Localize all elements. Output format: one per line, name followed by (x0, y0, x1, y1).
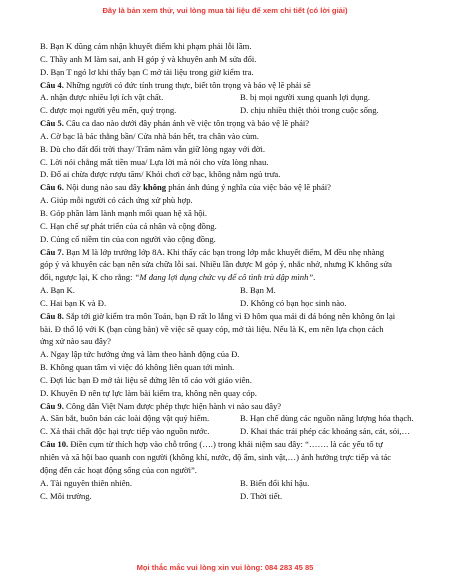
q4-options-row2 (40, 104, 414, 117)
q6-option-b: B. Góp phần làm lành mạnh mối quan hệ xã hội. (40, 207, 208, 218)
q8-option-d: D. Khuyên Đ nên tự lực làm bài kiểm tra, không nên quay cóp. (40, 387, 257, 398)
q10-options-row1 (40, 477, 414, 490)
preview-banner: Đây là bản xem thử, vui lòng mua tài liệu để xem chi tiết (có lời giải) (102, 6, 348, 15)
q7-option-d: D. Không có bạn học sinh nào. (240, 297, 347, 308)
q5-number: Câu 5. (40, 118, 64, 129)
q7-options-row1 (40, 284, 414, 297)
q8-option-a: A. Ngay lập tức hưởng ứng và làm theo hành động của Đ. (40, 349, 240, 360)
q3-option-d: D. Bạn T ngó lơ khi thấy bạn C mở tài liệu trong giờ kiểm tra. (40, 66, 254, 77)
q7-stem-line1 (40, 246, 414, 259)
q9-number: Câu 9. (40, 400, 64, 411)
q8-number: Câu 8. (40, 310, 64, 321)
q8-stem-line3: ứng xử nào sau đây? (40, 336, 111, 347)
q7-option-a: A. Bạn K. (40, 285, 75, 296)
q10-options-row2 (40, 490, 414, 503)
contact-footer: Mọi thắc mắc vui lòng xin vui lòng: 084 283 45 85 (136, 563, 314, 572)
q7-text-3b: . (313, 272, 316, 283)
q9-options-row1 (40, 412, 414, 425)
q9-option-c: C. Xả thải chất độc hại trực tiếp vào nguồn nước. (40, 426, 210, 437)
q5-option-d: D. Đố ai chừa được rượu tăm/ Khỏi chơi cờ bạc, không nằm ngủ trưa. (40, 169, 281, 180)
q7-stem-line2: góp ý và khuyên các bạn nên sửa chữa lỗi sai. Nhiều lần được M góp ý, nhắc nhở, nhưng K không sửa (40, 259, 392, 270)
q10-text-1: Điền cụm từ thích hợp vào chỗ trống (….) trong khái niệm sau đây: “……. là các yếu tố tự (68, 439, 383, 450)
q6-number: Câu 6. (40, 182, 64, 193)
q6-option-d: D. Củng cố niềm tin của con người vào cộng đồng. (40, 233, 216, 244)
q10-option-c: C. Môi trường. (40, 490, 92, 501)
question-list (40, 40, 414, 502)
q7-stem-line3 (40, 271, 414, 284)
q10-number: Câu 10. (40, 439, 69, 450)
q8-text-1: Sắp tới giờ kiểm tra môn Toán, bạn Đ rất lo lắng vì Đ hôm qua mải đi đá bóng nên không ôn lại (63, 310, 396, 321)
q4-stem (40, 79, 414, 92)
q4-option-c: C. được mọi người yêu mến, quý trọng. (40, 105, 177, 116)
q9-text: Công dân Việt Nam được phép thực hiện hành vi nào sau đây? (63, 400, 282, 411)
q3-option-c: C. Thầy anh M làm sai, anh H góp ý và khuyên anh M sửa đổi. (40, 53, 257, 64)
q10-stem-line3: động đến các hoạt động sống của con người”. (40, 464, 197, 475)
q4-option-d: D. chịu nhiều thiệt thòi trong cuộc sống. (240, 105, 379, 116)
q4-text: Những người có đức tính trung thực, biết tôn trọng và bảo vệ lẽ phải sẽ (63, 79, 311, 90)
q9-option-a: A. Săn bắt, buôn bán các loài động vật quý hiếm. (40, 413, 210, 424)
q7-text-3a: đổi, ngược lại, K cho rằng: (40, 272, 135, 283)
q5-option-b: B. Dù cho đất đổi trời thay/ Trăm năm vẫn giữ lòng ngay với đời. (40, 143, 266, 154)
q9-stem (40, 400, 414, 413)
q4-option-a: A. nhận được nhiều lợi ích vật chất. (40, 92, 164, 103)
q6-stem (40, 181, 414, 194)
q9-option-d: D. Khai thác trái phép các khoáng sản, cát, sỏi,… (240, 426, 411, 437)
q8-option-b: B. Không quan tâm vì việc đó không liên quan tới mình. (40, 362, 235, 373)
q4-options-row1 (40, 91, 414, 104)
q7-text-1: Bạn M là lớp trưởng lớp 8A. Khi thấy các bạn trong lớp mắc khuyết điểm, M đều nhẹ nhàng (63, 246, 385, 257)
q8-option-c: C. Đợi lúc bạn Đ mở tài liệu sẽ đứng lên tố cáo với giáo viên. (40, 374, 252, 385)
q9-option-b: B. Hạn chế dùng các nguồn năng lượng hóa thạch. (240, 413, 414, 424)
q8-stem-line1 (40, 310, 414, 323)
q6-option-a: A. Giúp mỗi người có cách ứng xử phù hợp. (40, 195, 193, 206)
q9-options-row2 (40, 425, 414, 438)
q3-option-b: B. Bạn K dũng cảm nhận khuyết điểm khi phạm phải lỗi lầm. (40, 41, 252, 51)
q4-number: Câu 4. (40, 79, 64, 90)
q8-stem-line2: bài. Đ thổ lộ với K (bạn cùng bàn) về việc sẽ quay cóp, mở tài liệu. Nếu là K, em nên lựa chọn cách (40, 323, 384, 334)
q4-option-b: B. bị mọi người xung quanh lợi dụng. (240, 92, 371, 103)
q10-option-b: B. Biến đổi khí hậu. (240, 477, 310, 488)
q5-stem (40, 117, 414, 130)
q7-quote: “M đang lợi dụng chức vụ để cô tình trù dập mình” (134, 272, 314, 283)
q10-option-a: A. Tài nguyên thiên nhiên. (40, 477, 132, 488)
q7-number: Câu 7. (40, 246, 64, 257)
q10-stem-line1 (40, 438, 414, 451)
q10-stem-line2: nhiên và xã hội bao quanh con người (không khí, nước, độ ẩm, sinh vật,…) ảnh hưởng trực tiếp và tác (40, 452, 392, 462)
q10-option-d: D. Thời tiết. (240, 490, 283, 501)
q6-option-c: C. Hạn chế sự phát triển của cá nhân và cộng đồng. (40, 220, 217, 231)
q7-option-b: B. Bạn M. (240, 285, 276, 296)
q6-negation: không (143, 182, 167, 193)
q7-options-row2 (40, 297, 414, 310)
q6-text-2: phản ánh đúng ý nghĩa của việc bảo vệ lẽ phải? (166, 182, 331, 193)
q5-text: Câu ca dao nào dưới đây phản ánh về việc tôn trọng và bảo vệ lẽ phải? (63, 118, 310, 129)
q5-option-a: A. Cờ bạc là bác thằng bần/ Cửa nhà bán hết, tra chân vào cùm. (40, 130, 259, 141)
q6-text-1: Nội dung nào sau đây (63, 182, 144, 193)
q7-option-c: C. Hai bạn K và Đ. (40, 297, 107, 308)
q5-option-c: C. Lời nói chẳng mất tiền mua/ Lựa lời mà nói cho vừa lòng nhau. (40, 156, 269, 167)
